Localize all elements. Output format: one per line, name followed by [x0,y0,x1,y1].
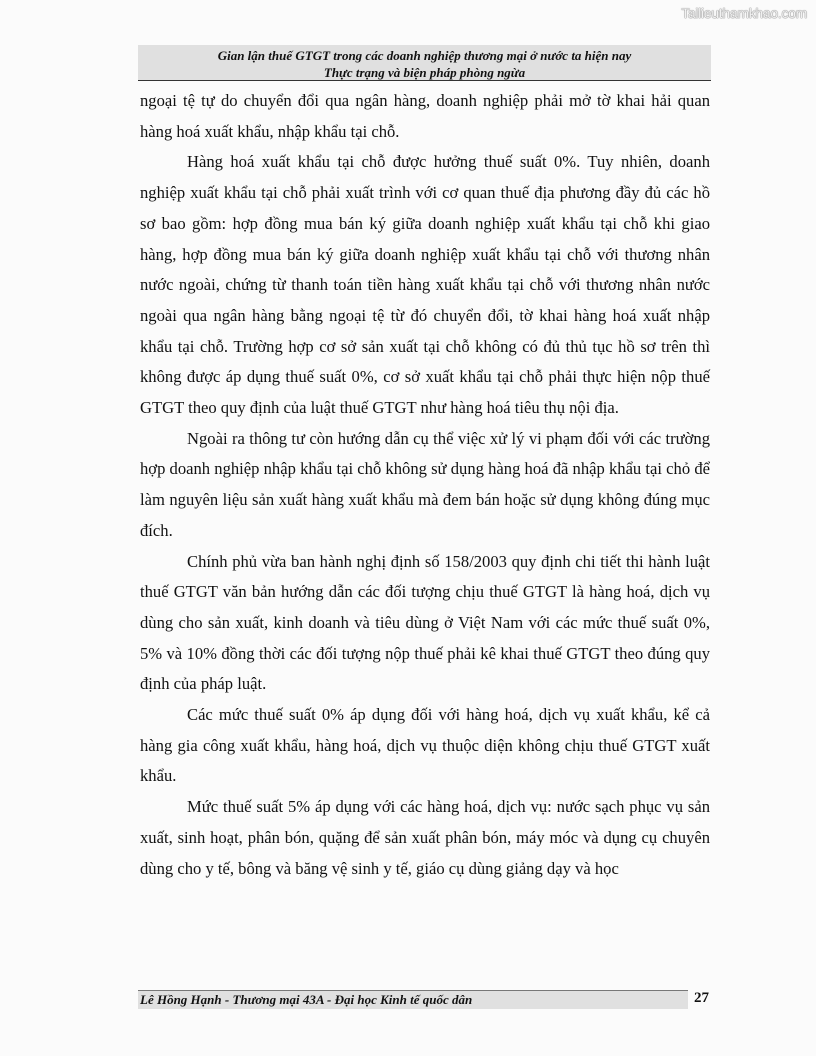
running-footer: Lê Hồng Hạnh - Thương mại 43A - Đại học Kinh tế quốc dân [138,990,688,1009]
paragraph: Các mức thuế suất 0% áp dụng đối với hàng hoá, dịch vụ xuất khẩu, kể cả hàng gia công xuất khẩu, hàng hoá, dịch vụ thuộc diện không chịu thuế GTGT xuất khẩu. [140,705,710,786]
paragraph: Ngoài ra thông tư còn hướng dẫn cụ thể việc xử lý vi phạm đối với các trường hợp doanh nghiệp nhập khẩu tại chỗ không sử dụng hàng hoá đã nhập khẩu tại chỏ để làm nguyên liệu sản xuất hàng xuất khẩu mà đem bán hoặc sử dụng không đúng mục đích. [140,428,710,540]
paragraph: Mức thuế suất 5% áp dụng với các hàng hoá, dịch vụ: nước sạch phục vụ sản xuất, sinh hoạt, phân bón, quặng để sản xuất phân bón, máy móc và dụng cụ chuyên dùng cho y tế, bông và băng vệ sinh y tế, giáo cụ dùng giảng dạy và học [140,797,710,878]
header-title-line1: Gian lận thuế GTGT trong các doanh nghiệp thương mại ở nước ta hiện nay [217,48,632,63]
running-header [138,45,711,81]
paragraph: Hàng hoá xuất khẩu tại chỗ được hưởng thuế suất 0%. Tuy nhiên, doanh nghiệp xuất khẩu tại chỗ phải xuất trình với cơ quan thuế địa phương đầy đủ các hồ sơ bao gồm: hợp đồng mua bán ký giữa doanh nghiệp xuất khẩu tại chỗ khi giao hàng, hợp đồng mua bán ký giữa doanh nghiệp xuất khẩu tại chỗ với thương nhân nước ngoài, chứng từ thanh toán tiền hàng xuất khẩu tại chỗ với thương nhân nước ngoài qua ngân hàng bằng ngoại tệ từ đó chuyển đổi, tờ khai hàng hoá xuất nhập khẩu tại chỗ. Trường hợp cơ sở sản xuất tại chỗ không có đủ thủ tục hồ sơ trên thì không được áp dụng thuế suất 0%, cơ sở xuất khẩu tại chỗ phải thực hiện nộp thuế GTGT theo quy định của luật thuế GTGT như hàng hoá tiêu thụ nội địa. [140,152,710,418]
paragraph: Chính phủ vừa ban hành nghị định số 158/2003 quy định chi tiết thi hành luật thuế GTGT văn bản hướng dẫn các đối tượng chịu thuế GTGT là hàng hoá, dịch vụ dùng cho sản xuất, kinh doanh và tiêu dùng ở Việt Nam với các mức thuế suất 0%, 5% và 10% đồng thời các đối tượng nộp thuế phải kê khai thuế GTGT theo đúng quy định của pháp luật. [140,551,710,694]
watermark: Tailieuthamkhao.com [681,5,807,21]
document-body [140,86,710,884]
paragraph: ngoại tệ tự do chuyển đổi qua ngân hàng, doanh nghiệp phải mở tờ khai hải quan hàng hoá xuất khẩu, nhập khẩu tại chỗ. [140,91,710,141]
page-number: 27 [694,990,709,1006]
header-title-line2: Thực trạng và biện pháp phòng ngừa [323,65,526,80]
